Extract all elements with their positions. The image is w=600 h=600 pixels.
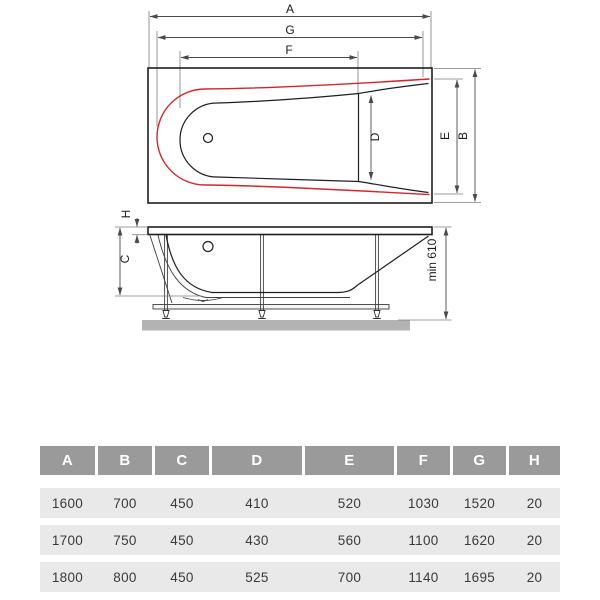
table-cell: 700 xyxy=(337,569,362,585)
column-header: C xyxy=(155,446,209,475)
dim-label-d: D xyxy=(368,132,382,142)
floor xyxy=(142,320,410,331)
table-cell: 750 xyxy=(113,532,137,548)
dim-label-g: G xyxy=(285,23,295,37)
table-cell: 525 xyxy=(245,569,269,585)
column-header: D xyxy=(212,446,302,475)
table-cell: 20 xyxy=(526,569,543,585)
column-header: H xyxy=(509,446,560,475)
table-cell: 700 xyxy=(113,495,137,511)
top-view xyxy=(148,2,481,203)
table-cell: 20 xyxy=(526,495,543,511)
dim-label-c: C xyxy=(118,254,132,264)
tub-outer-shell xyxy=(158,235,350,298)
table-cell: 1620 xyxy=(463,532,496,548)
table-cell: 450 xyxy=(170,495,194,511)
table-cell: 410 xyxy=(245,495,269,511)
adjustable-feet xyxy=(162,311,381,319)
table-cell: 20 xyxy=(526,532,543,548)
dim-label-e: E xyxy=(438,131,452,141)
column-header: B xyxy=(98,446,152,475)
table-cell: 1700 xyxy=(51,532,84,548)
drain-hole xyxy=(204,134,213,143)
dim-label-f: F xyxy=(285,43,293,57)
table-cell: 560 xyxy=(337,532,362,548)
table-row xyxy=(40,562,560,592)
table-row xyxy=(40,488,560,518)
table-cell: 520 xyxy=(337,495,362,511)
table-cell: 450 xyxy=(170,569,194,585)
dim-label-min-height: min 610 xyxy=(425,238,439,282)
table-cell: 1100 xyxy=(408,532,439,548)
table-cell: 430 xyxy=(245,532,269,548)
table-cell: 450 xyxy=(170,532,194,548)
rim xyxy=(148,227,432,235)
dim-label-b: B xyxy=(456,131,470,141)
tub-inner-profile xyxy=(166,235,429,293)
table-cell: 1600 xyxy=(51,495,84,511)
frame-legs xyxy=(165,235,379,311)
column-header: A xyxy=(40,446,95,475)
column-header: E xyxy=(305,446,394,475)
overflow-hole xyxy=(203,242,213,252)
dim-label-a: A xyxy=(285,2,295,16)
table-cell: 1800 xyxy=(51,569,84,585)
side-view xyxy=(115,210,452,331)
table-cell: 800 xyxy=(113,569,137,585)
column-header: G xyxy=(453,446,506,475)
dimensions-table xyxy=(40,446,560,599)
table-header-row xyxy=(40,446,560,475)
table-cell: 1030 xyxy=(407,495,440,511)
table-row xyxy=(40,525,560,555)
frame-rail xyxy=(153,305,389,310)
table-cell: 1520 xyxy=(463,495,496,511)
table-cell: 1140 xyxy=(408,569,439,585)
table-cell: 1695 xyxy=(463,569,496,585)
drain-fitting xyxy=(183,298,223,302)
tub-basin-edge xyxy=(180,84,429,193)
dim-label-h: H xyxy=(119,209,133,219)
tub-inner-rim-red xyxy=(157,79,430,195)
column-header: F xyxy=(397,446,450,475)
